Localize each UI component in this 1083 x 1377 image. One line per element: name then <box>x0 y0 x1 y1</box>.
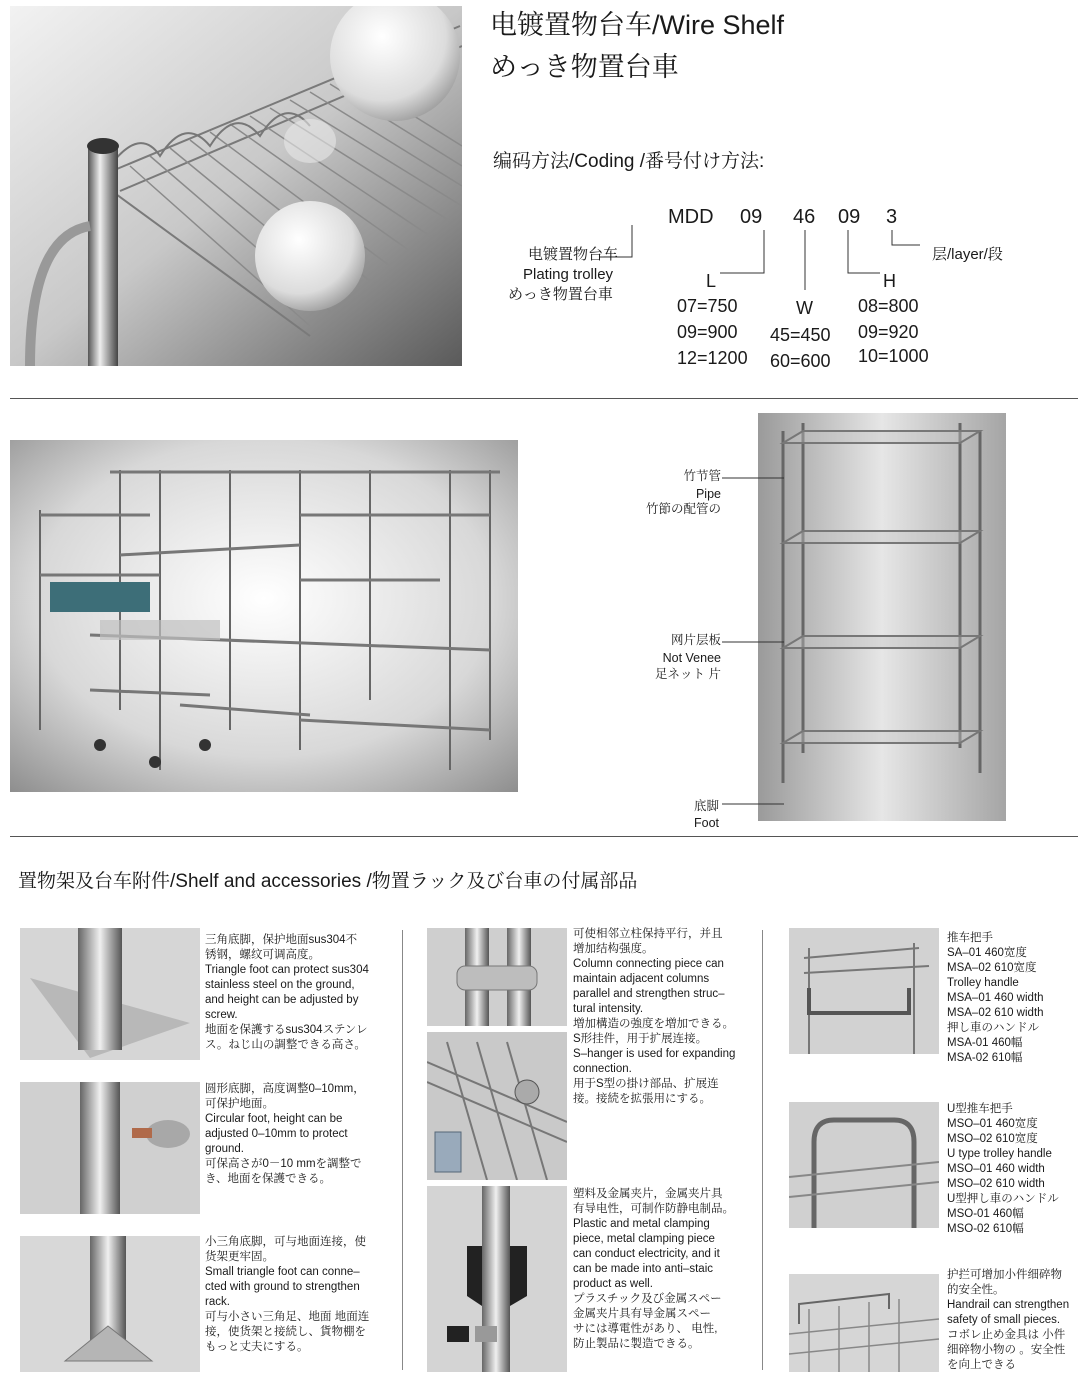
wire-shelf-closeup-photo <box>10 6 462 366</box>
layer-label: 层/layer/段 <box>932 246 1003 263</box>
small-triangle-foot-description: 小三角底脚，可与地面连接，使 货架更牢固。 Small triangle foot can conne– cted with ground to strengthen rack. 可与小さい三角足、地面 地面连 接，使货架と接続し、貨物棚を もっと丈夫にする。 <box>205 1236 370 1353</box>
shelf-label-jp: 足ネット 片 <box>655 667 721 681</box>
triangle-foot-description: 三角底脚，保护地面sus304不 锈钢，螺纹可调高度。 Triangle foot can protect sus304 stainless steel on the ground, and height can be adjusted by screw. 地面を保護するsus304ステンレ ス。ねじ山の調整できる高さ。 <box>205 934 369 1051</box>
foot-label-cn: 底脚 <box>693 799 719 813</box>
shelf-system-photo <box>10 440 518 792</box>
clamp-description: 塑料及金属夹片，金属夹片具 有导电性，可制作防静电制品。 Plastic and metal clamping piece, metal clamping piece can conduct electricity, and it can be made into anti–staic product as well. プラスチック及び金属スペー 金属夹片具有导金属スペー サには導電性があり、 电性, 防止製品に製造できる。 <box>573 1188 734 1350</box>
height-option-2: 09=920 <box>858 322 919 342</box>
page-title: 电镀置物台车/Wire Shelf <box>490 10 785 40</box>
pipe-label-en: Pipe <box>695 487 721 501</box>
clamp-photo <box>427 1186 567 1372</box>
length-letter: L <box>706 271 717 291</box>
divider <box>10 836 1078 837</box>
circular-foot-photo <box>20 1082 200 1214</box>
triangle-foot-photo <box>20 928 200 1060</box>
s-hanger-photo <box>427 1032 567 1180</box>
product-name-en: Plating trolley <box>523 266 614 283</box>
shelf-label-en: Not Venee <box>662 651 721 665</box>
diagram-pointer-lines <box>722 470 792 810</box>
pipe-label-jp: 竹節の配管の <box>645 502 721 516</box>
column-divider <box>762 930 763 1370</box>
product-name-cn: 电镀置物台车 <box>528 246 619 263</box>
handrail-photo <box>789 1274 939 1372</box>
u-trolley-handle-photo <box>789 1102 939 1228</box>
column-divider <box>402 930 403 1370</box>
column-connector-photo <box>427 928 567 1026</box>
u-trolley-handle-description: U型推车把手 MSO–01 460宽度 MSO–02 610宽度 U type trolley handle MSO–01 460 width MSO–02 610 width U型押し車のハンドル MSO-01 460幅 MSO-02 610幅 <box>947 1103 1059 1235</box>
width-letter: W <box>796 298 813 318</box>
height-option-1: 08=800 <box>858 296 919 316</box>
code-part-series: MDD <box>668 206 714 228</box>
trolley-handle-photo <box>789 928 939 1054</box>
coding-label: 编码方法/Coding /番号付け方法: <box>493 151 765 172</box>
code-part-height: 09 <box>838 206 861 228</box>
width-option-1: 45=450 <box>770 325 831 345</box>
handrail-description: 护拦可增加小件细碎物 的安全性。 Handrail can strengthen safety of small pieces. コボレ止め金具は 小件 细碎物小物の 。安全性 を向上できる <box>947 1269 1070 1371</box>
page-title-japanese: めっき物置台車 <box>490 52 679 82</box>
length-option-1: 07=750 <box>677 296 738 316</box>
length-option-3: 12=1200 <box>677 348 748 368</box>
height-option-3: 10=1000 <box>858 346 929 366</box>
length-option-2: 09=900 <box>677 322 738 342</box>
column-connector-description: 可使相邻立柱保持平行，并且 增加结构强度。 Column connecting piece can maintain adjacent columns parallel and strengthen struc– tural intensity. 増加構造の強度を増加できる。 S形挂件，用于扩展连接。 S–hanger is used for expanding connection. 用于S型の掛け部品、扩展连 接。接続を拡張用にする。 <box>573 928 736 1105</box>
code-part-layer: 3 <box>886 206 898 228</box>
trolley-handle-description: 推车把手 SA–01 460宽度 MSA–02 610宽度 Trolley handle MSA–01 460 width MSA–02 610 width 押し車のハンドル MSA-01 460幅 MSA-02 610幅 <box>947 932 1044 1064</box>
product-name-jp: めっき物置台車 <box>508 286 613 303</box>
divider <box>10 398 1078 399</box>
small-triangle-foot-photo <box>20 1236 200 1372</box>
pipe-label-cn: 竹节管 <box>683 469 721 483</box>
height-letter: H <box>883 271 896 291</box>
code-part-width: 46 <box>793 206 816 228</box>
shelf-label-cn: 网片层板 <box>670 633 721 647</box>
code-part-length: 09 <box>740 206 763 228</box>
circular-foot-description: 圆形底脚，高度调整0–10mm， 可保护地面。 Circular foot, height can be adjusted 0–10mm to protect ground. 可保高さが0－10 mmを調整で き、地面を保護できる。 <box>205 1083 365 1185</box>
width-option-2: 60=600 <box>770 351 831 371</box>
foot-label-en: Foot <box>693 816 719 830</box>
wire-shelf-diagram-photo <box>758 413 1006 821</box>
accessories-section-title: 置物架及台车附件/Shelf and accessories /物置ラック及び台車の付属部品 <box>18 871 638 892</box>
